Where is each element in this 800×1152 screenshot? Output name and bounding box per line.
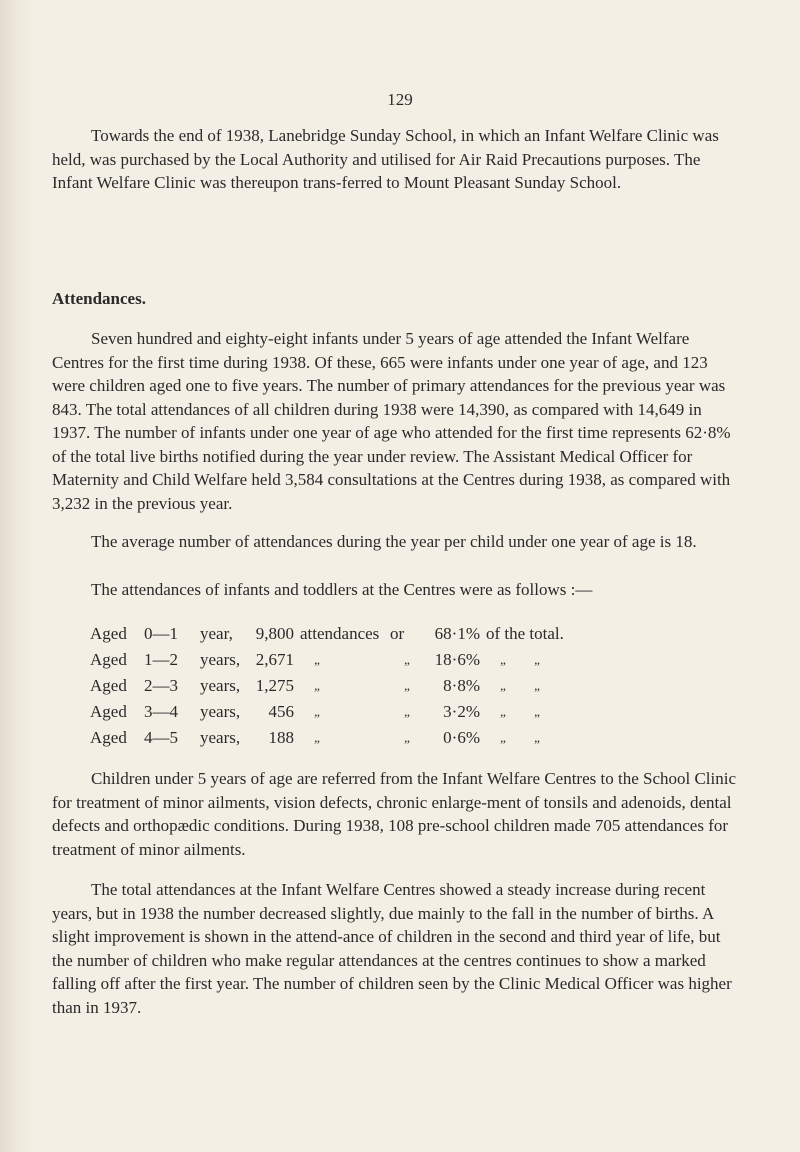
age-range: 2—3	[144, 675, 178, 695]
paragraph-average-attendances: The average number of attendances during the year per child under one year of age is 18.	[91, 532, 697, 551]
ditto-mark: „	[534, 678, 540, 693]
ditto-mark: „	[314, 704, 320, 719]
aged-label: Aged	[90, 624, 127, 643]
ditto-mark: „	[314, 652, 320, 667]
age-range: 1—2	[144, 649, 178, 669]
age-range: 0—1	[144, 624, 178, 643]
aged-label: Aged	[90, 649, 127, 669]
ditto-mark: „	[534, 704, 540, 719]
age-unit: years,	[200, 727, 241, 747]
attendance-percent: 18·6%	[434, 649, 480, 669]
ditto-mark: „	[404, 704, 410, 719]
table-row	[90, 698, 592, 724]
attendance-count: 456	[268, 701, 294, 721]
table-row	[90, 724, 592, 750]
page-number: 129	[387, 90, 413, 109]
ditto-mark: „	[500, 730, 506, 745]
paragraph-school-clinic-referrals: Children under 5 years of age are referred from the Infant Welfare Centres to the School Clinic for treatment of minor ailments, vision defects, chronic enlarge-ment of tonsils and adenoids, dental defects and orthopædic conditions. During 1938, 108 pre-school children made 705 attendances for treatment of minor ailments.	[52, 769, 737, 859]
attendance-count: 9,800	[255, 624, 294, 643]
page-edge-shadow	[0, 0, 34, 1152]
ditto-mark: „	[404, 678, 410, 693]
section-heading-attendances: Attendances.	[52, 289, 146, 308]
ditto-mark: „	[500, 704, 506, 719]
age-range: 3—4	[144, 701, 178, 721]
paragraph-table-intro: The attendances of infants and toddlers at the Centres were as follows :—	[91, 580, 593, 599]
attendance-table	[90, 621, 592, 750]
attendance-percent: 8·8%	[443, 675, 480, 695]
ditto-mark: „	[534, 652, 540, 667]
attendances-word: attendances	[300, 624, 380, 643]
ditto-mark: „	[404, 730, 410, 745]
age-unit: years,	[200, 701, 241, 721]
attendance-count: 2,671	[255, 649, 294, 669]
age-unit: years,	[200, 649, 241, 669]
ditto-mark: „	[404, 652, 410, 667]
paragraph-clinic-transfer: Towards the end of 1938, Lanebridge Sunday School, in which an Infant Welfare Clinic was held, was purchased by the Local Authority and utilised for Air Raid Precautions purposes. The Infant Welfare Clinic was thereupon trans-ferred to Mount Pleasant Sunday School.	[52, 126, 719, 192]
aged-label: Aged	[90, 675, 127, 695]
attendance-percent: 0·6%	[443, 727, 480, 747]
or-word: or	[390, 624, 405, 643]
age-range: 4—5	[144, 727, 178, 747]
attendance-percent: 3·2%	[443, 701, 480, 721]
aged-label: Aged	[90, 701, 127, 721]
ditto-mark: „	[500, 652, 506, 667]
age-unit: years,	[200, 675, 241, 695]
paragraph-attendance-trend: The total attendances at the Infant Welfare Centres showed a steady increase during recent years, but in 1938 the number decreased slightly, due mainly to the fall in the number of births. A slight improvement is shown in the attend-ance of children in the second and third year of life, but the number of children who make regular attendances at the centres continues to show a marked falling off after the first year. The number of children seen by the Clinic Medical Officer was higher than in 1937.	[52, 880, 732, 1017]
attendance-count: 1,275	[255, 675, 294, 695]
ditto-mark: „	[314, 678, 320, 693]
ditto-mark: „	[314, 730, 320, 745]
table-row	[90, 621, 592, 646]
ditto-mark: „	[500, 678, 506, 693]
table-row	[90, 672, 592, 698]
aged-label: Aged	[90, 727, 127, 747]
age-unit: year,	[200, 624, 233, 643]
ditto-mark: „	[534, 730, 540, 745]
attendance-count: 188	[268, 727, 294, 747]
of-the-total: of the total.	[486, 624, 564, 643]
table-row	[90, 646, 592, 672]
attendance-percent: 68·1%	[434, 624, 480, 643]
paragraph-attendance-summary: Seven hundred and eighty-eight infants under 5 years of age attended the Infant Welfare Centres for the first time during 1938. Of these, 665 were infants under one year of age, and 123 were children aged one to five years. The number of primary attendances for the previous year was 843. The total attendances of all children during 1938 were 14,390, as compared with 14,649 in 1937. The number of infants under one year of age who attended for the first time represents 62·8% of the total live births notified during the year under review. The Assistant Medical Officer for Maternity and Child Welfare held 3,584 consultations at the Centres during 1938, as compared with 3,232 in the previous year.	[52, 329, 731, 513]
